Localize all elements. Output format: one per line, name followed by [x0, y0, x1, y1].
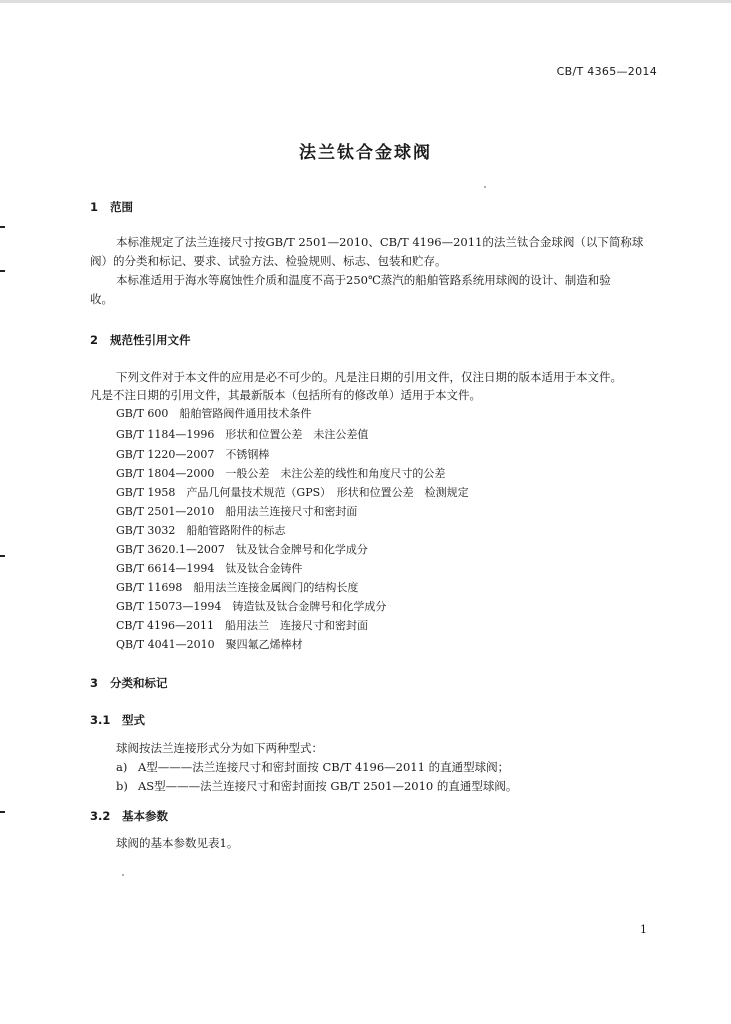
scan-speck — [122, 874, 124, 876]
reference-item: GB/T 1220—2007 不锈钢棒 — [116, 448, 270, 461]
section-2-heading — [90, 332, 191, 348]
list-item — [116, 777, 517, 796]
subsection-3-2-heading — [90, 808, 168, 824]
paragraph-line: 下列文件对于本文件的应用是必不可少的。凡是注日期的引用文件，仅注日期的版本适用于本文件。 — [116, 370, 622, 384]
section-number: 2 — [90, 333, 99, 347]
scan-edge-mark — [0, 270, 5, 272]
scan-edge-mark — [0, 226, 5, 228]
reference-item: GB/T 15073—1994 铸造钛及钛合金牌号和化学成分 — [116, 600, 387, 613]
scan-edge-mark — [0, 811, 5, 813]
list-marker: b) — [116, 779, 128, 793]
scan-edge-mark — [0, 555, 5, 557]
subsection-number: 3.2 — [90, 809, 111, 823]
paragraph-line: 本标准适用于海水等腐蚀性介质和温度不高于250℃蒸汽的船舶管路系统用球阀的设计、制造和验 — [116, 273, 611, 287]
scan-top-edge — [0, 0, 731, 3]
reference-item: GB/T 3620.1—2007 钛及钛合金牌号和化学成分 — [116, 543, 368, 556]
reference-item: GB/T 600 船舶管路阀件通用技术条件 — [116, 407, 312, 420]
reference-item: GB/T 1184—1996 形状和位置公差 未注公差值 — [116, 428, 369, 441]
page-number: 1 — [640, 923, 647, 936]
reference-item: GB/T 1958 产品几何量技术规范（GPS） 形状和位置公差 检测规定 — [116, 486, 469, 499]
reference-item: CB/T 4196—2011 船用法兰 连接尺寸和密封面 — [116, 619, 369, 632]
subsection-3-1-heading — [90, 712, 145, 728]
standard-number: CB/T 4365—2014 — [556, 65, 657, 78]
reference-item: GB/T 3032 船舶管路附件的标志 — [116, 524, 286, 537]
list-item-text: A型———法兰连接尺寸和密封面按 CB/T 4196—2011 的直通型球阀； — [138, 760, 510, 774]
paragraph-line: 阀）的分类和标记、要求、试验方法、检验规则、标志、包装和贮存。 — [90, 254, 447, 268]
paragraph-line: 本标准规定了法兰连接尺寸按GB/T 2501—2010、CB/T 4196—2011的法兰钛合金球阀（以下简称球 — [116, 235, 644, 249]
subsection-number: 3.1 — [90, 713, 111, 727]
subsection-title: 基本参数 — [122, 809, 168, 823]
reference-item: GB/T 1804—2000 一般公差 未注公差的线性和角度尺寸的公差 — [116, 467, 446, 480]
section-title: 范围 — [110, 200, 133, 214]
reference-item: QB/T 4041—2010 聚四氟乙烯棒材 — [116, 638, 303, 651]
section-number: 3 — [90, 676, 99, 690]
paragraph-line: 球阀的基本参数见表1。 — [116, 836, 239, 850]
subsection-title: 型式 — [122, 713, 145, 727]
list-item — [116, 758, 509, 777]
section-1-heading — [90, 199, 133, 215]
list-marker: a) — [116, 760, 128, 774]
document-title: 法兰钛合金球阀 — [299, 143, 432, 163]
section-title: 规范性引用文件 — [110, 333, 191, 347]
paragraph-line: 收。 — [90, 292, 113, 306]
reference-item: GB/T 2501—2010 船用法兰连接尺寸和密封面 — [116, 505, 358, 518]
section-title: 分类和标记 — [110, 676, 168, 690]
section-number: 1 — [90, 200, 99, 214]
paragraph-line: 凡是不注日期的引用文件，其最新版本（包括所有的修改单）适用于本文件。 — [90, 388, 481, 402]
section-3-heading — [90, 675, 168, 691]
scan-speck — [484, 186, 486, 188]
reference-item: GB/T 11698 船用法兰连接金属阀门的结构长度 — [116, 581, 359, 594]
reference-item: GB/T 6614—1994 钛及钛合金铸件 — [116, 562, 303, 575]
list-item-text: AS型———法兰连接尺寸和密封面按 GB/T 2501—2010 的直通型球阀。 — [138, 779, 518, 793]
paragraph-line: 球阀按法兰连接形式分为如下两种型式： — [116, 741, 323, 755]
